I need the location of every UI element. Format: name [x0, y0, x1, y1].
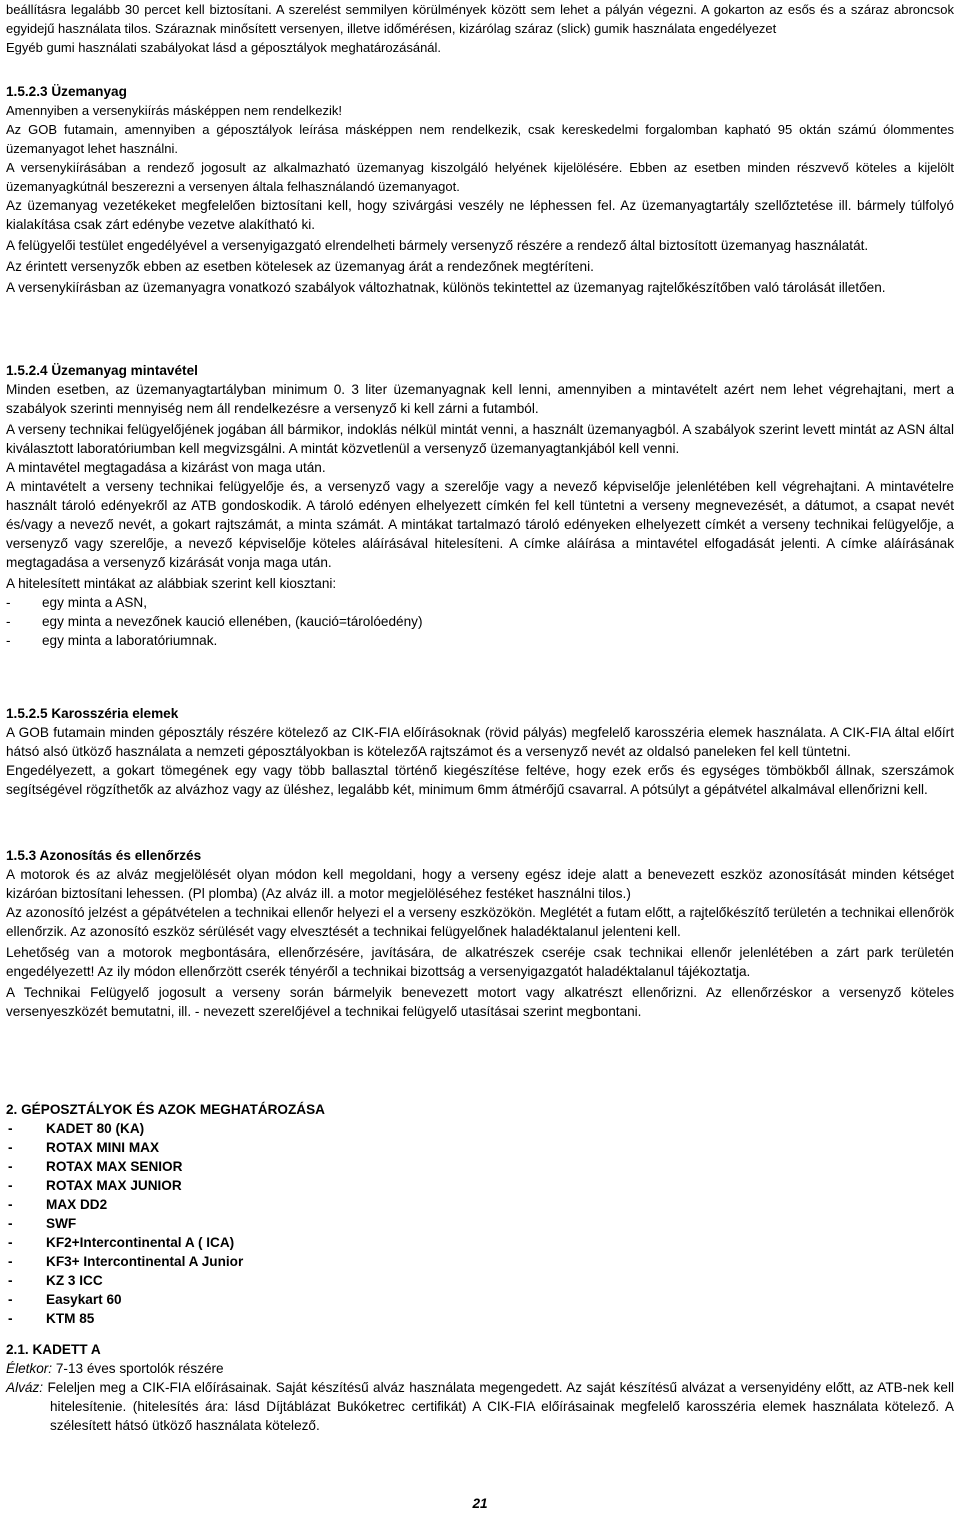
section-heading: 1.5.3 Azonosítás és ellenőrzés [6, 848, 202, 863]
section-1-5-2-4 [6, 361, 954, 650]
list-item: - ROTAX MAX SENIOR [8, 1159, 183, 1174]
section-heading: 1.5.2.3 Üzemanyag [6, 84, 127, 99]
paragraph: Egyéb gumi használati szabályokat lásd a géposztályok meghatározásánál. [6, 40, 442, 55]
paragraph: beállításra legalább 30 percet kell biztosítani. A szerelést semmilyen körülmények között sem lehet a pályán végezni. A gokarton az esős és a száraz abroncsok egyidejű használata tilos. Száraznak minősített versenyen, illetve időmérésen, kizárólag száraz (slick) gumik használata engedélyezet [6, 2, 954, 36]
paragraph: Amennyiben a versenykiírás másképpen nem rendelkezik! [6, 103, 343, 118]
intro-block [6, 0, 954, 57]
list-item: - egy minta a ASN, [6, 595, 148, 610]
chassis-value: Feleljen meg a CIK-FIA előírásainak. Saját készítésű alváz használata megengedett. Az saját készítésű alvázat a versenyidény előtt, az ATB-nek kell hitelesítenie. (hitelesítés ára: lásd Díjtáblázat Bukóketrec certifikát) A CIK-FIA előírásainak megfelelő karosszéria elemek használata kötelező. A szélesített hátsó ütköző használata kötelező. [43, 1380, 954, 1433]
paragraph: A Technikai Felügyelő jogosult a verseny során bármelyik benevezett motort vagy alkatrészt ellenőrizni. Az ellenőrzéskor a versenyző köteles versenyeszközét bemutatni, ill. - nevezett szerelőjével a technikai felügyelő utasításai szerint megbontani. [6, 985, 954, 1019]
section-2 [6, 1100, 954, 1328]
paragraph: A motorok és az alváz megjelölését olyan módon kell megoldani, hogy a verseny egész ideje alatt a benevezett eszköz azonosítását minden kétséget kizáróan biztosítani lehessen. (Pl plomba) (Az alváz ill. a motor megjelöléséhez festéket használni tilos.) [6, 867, 954, 901]
paragraph: Az érintett versenyzők ebben az esetben kötelesek az üzemanyag árát a rendezőnek megtéríteni. [6, 259, 594, 274]
list-item: - KTM 85 [8, 1311, 95, 1326]
list-item: - KF3+ Intercontinental A Junior [8, 1254, 244, 1269]
section-1-5-3 [6, 846, 954, 1021]
age-label: Életkor: [6, 1361, 53, 1376]
paragraph: Engedélyezett, a gokart tömegének egy vagy több ballasztal történő kiegészítése feltéve, hogy ezek erős és egységes tömbökből állnak, szerszámok segítségével rögzíthetők az alvázhoz vagy az üléshez, legalább két, minimum 6mm átmérőjű csavarral. A pótsúlyt a gépátvétel alkalmával ellenőrizni kell. [6, 763, 954, 797]
paragraph: A mintavételt a verseny technikai felügyelője és, a versenyző vagy a szerelője vagy a nevező képviselője jelenlétében kell végrehajtani. A mintavételre használt tároló edényekről az ATB gondoskodik. A tároló edényen elhelyezett címkén fel kell tüntetni a verseny megnevezését, a dátumot, a csapat nevét és/vagy a nevező nevét, a gokart rajtszámát, a minta számát. A mintákat tartalmazó tároló edényeken elhelyezett címkét a verseny technikai felügyelője, a versenyző vagy szerelője, a nevező képviselője köteles aláírásával hitelesíteni. A címke aláírása a mintavétel elfogadását jelenti. A címke aláírásának megtagadása a versenyző kizárását vonja maga után. [6, 479, 954, 570]
list-item: - ROTAX MAX JUNIOR [8, 1178, 182, 1193]
paragraph: A mintavétel megtagadása a kizárást von maga után. [6, 460, 326, 475]
section-heading: 2.1. KADETT A [6, 1342, 101, 1357]
section-1-5-2-5 [6, 704, 954, 799]
paragraph: A hitelesített mintákat az alábbiak szerint kell kiosztani: [6, 576, 337, 591]
section-heading: 2. GÉPOSZTÁLYOK ÉS AZOK MEGHATÁROZÁSA [6, 1102, 325, 1117]
chassis-label: Alváz: [6, 1380, 44, 1395]
list-item: - ROTAX MINI MAX [8, 1140, 160, 1155]
list-item: - Easykart 60 [8, 1292, 122, 1307]
class-list [6, 1119, 954, 1328]
paragraph: A verseny technikai felügyelőjének jogában áll bármikor, indoklás nélkül mintát venni, a használt üzemanyagból. A szabályok szerint levett mintát az ASN által kiválasztott laboratóriumban kell megvizsgálni. A mintát közvetlenül a versenyző üzemanyagtankjából kell venni. [6, 422, 954, 456]
age-line [6, 1359, 954, 1378]
paragraph: A versenykiírásban az üzemanyagra vonatkozó szabályok változhatnak, különös tekintettel az üzemanyag rajtelőkészítőben való tárolását illetően. [6, 280, 886, 295]
paragraph: Az azonosító jelzést a gépátvételen a technikai ellenőr helyezi el a verseny eszközökön. Meglétét a futam előtt, a rajtelőkészítő területén a technikai ellenőrök ellenőrzik. Az azonosító eszköz sérülését vagy elvesztését a technikai felügyelőnek haladéktalanul jelenteni kell. [6, 905, 954, 939]
section-2-1 [6, 1340, 954, 1435]
chassis-paragraph [6, 1378, 954, 1435]
list-item: - egy minta a nevezőnek kaució ellenében, (kaució=tárolóedény) [6, 614, 423, 629]
age-value: 7-13 éves sportolók részére [52, 1361, 224, 1376]
paragraph: Minden esetben, az üzemanyagtartályban minimum 0. 3 liter üzemanyagnak kell lenni, amennyiben a mintavételt azért nem lehet végrehajtani, mert a szabályok szerinti mennyiség nem áll rendelkezésre a versenyző ki kell zárni a futamból. [6, 382, 954, 416]
paragraph: Az üzemanyag vezetékeket megfelelően biztosítani kell, hogy szivárgási veszély ne léphessen fel. Az üzemanyagtartály szellőztetése ill. bármely túlfolyó kialakítása csak zárt edénybe vezetve alakítható ki. [6, 198, 954, 232]
list-item: - MAX DD2 [8, 1197, 108, 1212]
section-1-5-2-3 [6, 82, 954, 297]
list-item: - SWF [8, 1216, 77, 1231]
sample-distribution-list [6, 593, 954, 650]
paragraph: A felügyelői testület engedélyével a versenyigazgató elrendelheti bármely versenyző részére a rendező által biztosított üzemanyag használatát. [6, 238, 869, 253]
paragraph: A versenykiírásában a rendező jogosult az alkalmazható üzemanyag kiszolgáló helyének kijelölésére. Ebben az esetben minden részvevő köteles a kijelölt üzemanyagkútnál beszerezni a versenyen általa felhasználandó üzemanyagot. [6, 160, 954, 194]
paragraph: Lehetőség van a motorok megbontására, ellenőrzésére, javítására, de alkatrészek cseréje csak technikai ellenőr jelenlétében a zárt park területén engedélyezett! Az ily módon ellenőrzött cserék tényéről a technikai bizottság a versenyigazgatót haladéktalanul tájékoztatja. [6, 945, 954, 979]
list-item: - egy minta a laboratóriumnak. [6, 633, 218, 648]
list-item: - KZ 3 ICC [8, 1273, 103, 1288]
list-item: - KADET 80 (KA) [8, 1121, 145, 1136]
page-number: 21 [472, 1496, 488, 1511]
paragraph: Az GOB futamain, amennyiben a géposztályok leírása másképpen nem rendelkezik, csak kereskedelmi forgalomban kapható 95 oktán számú ólommentes üzemanyagot lehet használni. [6, 122, 954, 156]
paragraph: A GOB futamain minden géposztály részére kötelező az CIK-FIA előírásoknak (rövid pályás) megfelelő karosszéria elemek használata. A CIK-FIA által előírt hátsó alsó ütköző használata a nemzeti géposztályokban is kötelezőA rajtszámot és a versenyző nevét az oldalsó paneleken fel kell tüntetni. [6, 725, 954, 759]
section-heading: 1.5.2.4 Üzemanyag mintavétel [6, 363, 198, 378]
list-item: - KF2+Intercontinental A ( ICA) [8, 1235, 235, 1250]
section-heading: 1.5.2.5 Karosszéria elemek [6, 706, 179, 721]
